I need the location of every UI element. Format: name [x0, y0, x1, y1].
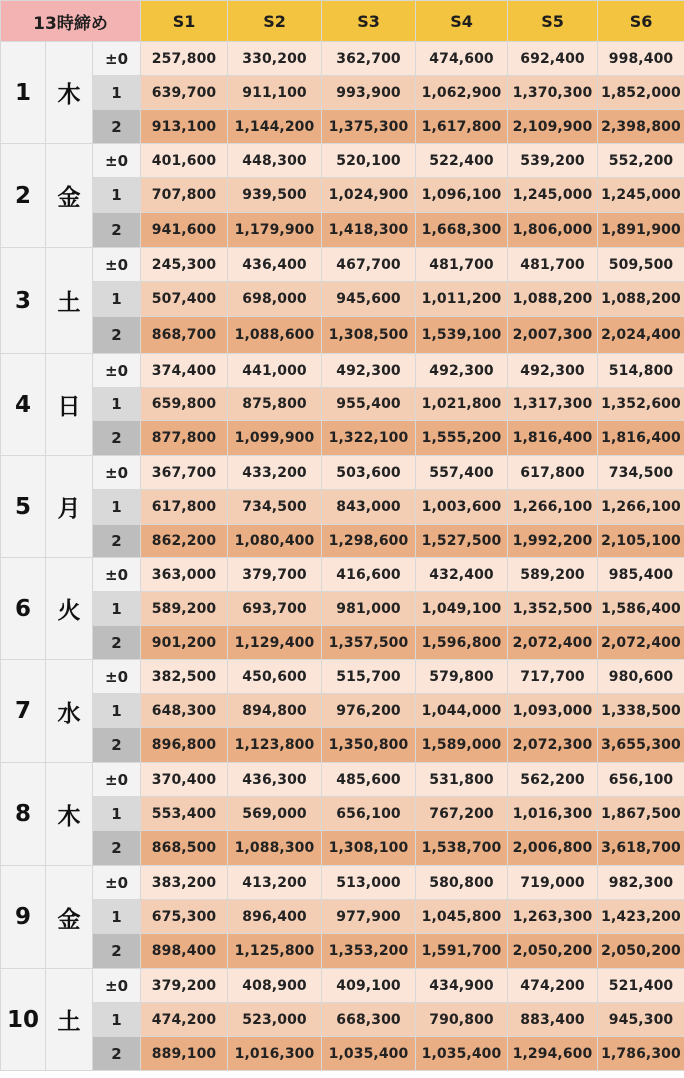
price-cell: 1,245,000	[598, 178, 684, 213]
price-cell: 474,600	[416, 42, 508, 76]
price-cell: 1,024,900	[322, 178, 416, 213]
price-cell: 2,109,900	[508, 110, 598, 144]
price-cell: 492,300	[508, 354, 598, 388]
price-cell: 734,500	[228, 490, 322, 525]
level-label: 1	[93, 76, 141, 110]
price-cell: 1,088,200	[508, 282, 598, 317]
price-cell: 523,000	[228, 1003, 322, 1037]
table-body	[1, 42, 684, 1071]
price-cell: 1,123,800	[228, 728, 322, 763]
price-cell: 408,900	[228, 969, 322, 1003]
level-label: ±0	[93, 763, 141, 797]
table-row	[1, 282, 684, 317]
price-cell: 514,800	[598, 354, 684, 388]
price-cell: 955,400	[322, 388, 416, 421]
price-cell: 889,100	[141, 1037, 228, 1071]
price-cell: 1,867,500	[598, 797, 684, 831]
price-cell: 257,800	[141, 42, 228, 76]
price-cell: 1,266,100	[598, 490, 684, 525]
price-cell: 539,200	[508, 144, 598, 178]
column-header: S1	[141, 1, 228, 42]
price-cell: 562,200	[508, 763, 598, 797]
price-cell: 1,338,500	[598, 694, 684, 728]
level-label: ±0	[93, 354, 141, 388]
price-cell: 656,100	[322, 797, 416, 831]
price-cell: 531,800	[416, 763, 508, 797]
price-cell: 522,400	[416, 144, 508, 178]
price-cell: 1,617,800	[416, 110, 508, 144]
price-cell: 980,600	[598, 660, 684, 694]
price-cell: 507,400	[141, 282, 228, 317]
price-cell: 707,800	[141, 178, 228, 213]
table-row	[1, 797, 684, 831]
price-cell: 515,700	[322, 660, 416, 694]
price-cell: 659,800	[141, 388, 228, 421]
price-cell: 1,093,000	[508, 694, 598, 728]
level-label: 1	[93, 797, 141, 831]
price-cell: 898,400	[141, 934, 228, 969]
price-cell: 2,398,800	[598, 110, 684, 144]
price-cell: 1,021,800	[416, 388, 508, 421]
price-cell: 1,144,200	[228, 110, 322, 144]
price-cell: 1,129,400	[228, 626, 322, 660]
price-cell: 434,900	[416, 969, 508, 1003]
price-cell: 913,100	[141, 110, 228, 144]
weekday: 火	[46, 558, 93, 660]
price-cell: 1,352,500	[508, 592, 598, 626]
price-cell: 976,200	[322, 694, 416, 728]
price-cell: 569,000	[228, 797, 322, 831]
price-cell: 3,618,700	[598, 831, 684, 866]
price-cell: 1,596,800	[416, 626, 508, 660]
price-cell: 1,298,600	[322, 525, 416, 558]
price-cell: 985,400	[598, 558, 684, 592]
price-cell: 639,700	[141, 76, 228, 110]
price-cell: 1,852,000	[598, 76, 684, 110]
weekday: 日	[46, 354, 93, 456]
price-cell: 901,200	[141, 626, 228, 660]
table-row	[1, 934, 684, 969]
day-number: 5	[1, 456, 46, 558]
price-cell: 1,668,300	[416, 213, 508, 248]
price-cell: 1,308,500	[322, 317, 416, 354]
price-cell: 1,245,000	[508, 178, 598, 213]
price-cell: 717,700	[508, 660, 598, 694]
table-row	[1, 728, 684, 763]
price-cell: 2,024,400	[598, 317, 684, 354]
level-label: 2	[93, 213, 141, 248]
day-number: 7	[1, 660, 46, 763]
table-row	[1, 144, 684, 178]
level-label: 2	[93, 626, 141, 660]
price-cell: 1,294,600	[508, 1037, 598, 1071]
price-cell: 693,700	[228, 592, 322, 626]
price-cell: 2,006,800	[508, 831, 598, 866]
table-row	[1, 213, 684, 248]
level-label: 1	[93, 592, 141, 626]
price-cell: 648,300	[141, 694, 228, 728]
price-cell: 441,000	[228, 354, 322, 388]
level-label: ±0	[93, 248, 141, 282]
price-cell: 894,800	[228, 694, 322, 728]
table-row	[1, 456, 684, 490]
price-cell: 1,322,100	[322, 421, 416, 456]
price-cell: 1,816,400	[598, 421, 684, 456]
table-row	[1, 1037, 684, 1071]
table-row	[1, 490, 684, 525]
level-label: ±0	[93, 660, 141, 694]
price-cell: 589,200	[141, 592, 228, 626]
header-row	[1, 1, 684, 42]
table-row	[1, 354, 684, 388]
price-cell: 719,000	[508, 866, 598, 900]
price-cell: 1,816,400	[508, 421, 598, 456]
weekday: 木	[46, 763, 93, 866]
price-cell: 1,589,000	[416, 728, 508, 763]
price-cell: 675,300	[141, 900, 228, 934]
price-cell: 481,700	[508, 248, 598, 282]
price-cell: 698,000	[228, 282, 322, 317]
price-cell: 580,800	[416, 866, 508, 900]
price-cell: 433,200	[228, 456, 322, 490]
day-number: 2	[1, 144, 46, 248]
price-cell: 367,700	[141, 456, 228, 490]
price-cell: 993,900	[322, 76, 416, 110]
table-row	[1, 76, 684, 110]
price-cell: 1,088,300	[228, 831, 322, 866]
level-label: ±0	[93, 866, 141, 900]
price-cell: 557,400	[416, 456, 508, 490]
price-cell: 945,300	[598, 1003, 684, 1037]
price-cell: 370,400	[141, 763, 228, 797]
column-header: S2	[228, 1, 322, 42]
table-row	[1, 248, 684, 282]
price-cell: 382,500	[141, 660, 228, 694]
price-cell: 374,400	[141, 354, 228, 388]
price-cell: 509,500	[598, 248, 684, 282]
price-cell: 1,179,900	[228, 213, 322, 248]
price-cell: 1,011,200	[416, 282, 508, 317]
day-number: 1	[1, 42, 46, 144]
price-cell: 1,308,100	[322, 831, 416, 866]
price-cell: 1,423,200	[598, 900, 684, 934]
table-row	[1, 694, 684, 728]
price-cell: 474,200	[141, 1003, 228, 1037]
column-header: S4	[416, 1, 508, 42]
price-cell: 520,100	[322, 144, 416, 178]
table-row	[1, 558, 684, 592]
price-cell: 2,072,400	[598, 626, 684, 660]
price-cell: 1,891,900	[598, 213, 684, 248]
level-label: 2	[93, 110, 141, 144]
price-cell: 941,600	[141, 213, 228, 248]
price-cell: 1,353,200	[322, 934, 416, 969]
price-cell: 2,050,200	[598, 934, 684, 969]
weekday: 土	[46, 969, 93, 1071]
price-cell: 1,035,400	[416, 1037, 508, 1071]
price-cell: 767,200	[416, 797, 508, 831]
price-cell: 862,200	[141, 525, 228, 558]
table-row	[1, 592, 684, 626]
level-label: 1	[93, 694, 141, 728]
price-cell: 883,400	[508, 1003, 598, 1037]
price-cell: 1,786,300	[598, 1037, 684, 1071]
price-cell: 1,088,600	[228, 317, 322, 354]
price-cell: 2,072,400	[508, 626, 598, 660]
price-cell: 552,200	[598, 144, 684, 178]
price-cell: 1,370,300	[508, 76, 598, 110]
weekday: 木	[46, 42, 93, 144]
price-cell: 409,100	[322, 969, 416, 1003]
price-cell: 896,800	[141, 728, 228, 763]
price-cell: 734,500	[598, 456, 684, 490]
table-row	[1, 900, 684, 934]
price-cell: 1,088,200	[598, 282, 684, 317]
level-label: 2	[93, 728, 141, 763]
price-cell: 1,049,100	[416, 592, 508, 626]
price-cell: 843,000	[322, 490, 416, 525]
price-cell: 1,016,300	[228, 1037, 322, 1071]
price-cell: 875,800	[228, 388, 322, 421]
price-cell: 474,200	[508, 969, 598, 1003]
price-cell: 790,800	[416, 1003, 508, 1037]
price-cell: 436,400	[228, 248, 322, 282]
weekday: 金	[46, 866, 93, 969]
price-cell: 450,600	[228, 660, 322, 694]
price-cell: 868,700	[141, 317, 228, 354]
table-row	[1, 969, 684, 1003]
price-cell: 448,300	[228, 144, 322, 178]
price-cell: 896,400	[228, 900, 322, 934]
price-cell: 363,000	[141, 558, 228, 592]
price-cell: 1,003,600	[416, 490, 508, 525]
table-row	[1, 421, 684, 456]
price-cell: 939,500	[228, 178, 322, 213]
price-cell: 1,266,100	[508, 490, 598, 525]
price-cell: 432,400	[416, 558, 508, 592]
price-cell: 981,000	[322, 592, 416, 626]
price-cell: 1,591,700	[416, 934, 508, 969]
price-cell: 503,600	[322, 456, 416, 490]
table-row	[1, 626, 684, 660]
price-cell: 877,800	[141, 421, 228, 456]
price-cell: 1,418,300	[322, 213, 416, 248]
price-cell: 1,357,500	[322, 626, 416, 660]
price-cell: 656,100	[598, 763, 684, 797]
level-label: 2	[93, 525, 141, 558]
price-cell: 2,105,100	[598, 525, 684, 558]
day-number: 6	[1, 558, 46, 660]
price-cell: 330,200	[228, 42, 322, 76]
table-row	[1, 178, 684, 213]
table-row	[1, 110, 684, 144]
price-cell: 692,400	[508, 42, 598, 76]
price-cell: 383,200	[141, 866, 228, 900]
price-cell: 1,806,000	[508, 213, 598, 248]
table-row	[1, 660, 684, 694]
price-cell: 1,992,200	[508, 525, 598, 558]
price-cell: 1,125,800	[228, 934, 322, 969]
price-cell: 617,800	[508, 456, 598, 490]
table-row	[1, 763, 684, 797]
price-cell: 998,400	[598, 42, 684, 76]
price-cell: 1,035,400	[322, 1037, 416, 1071]
price-cell: 945,600	[322, 282, 416, 317]
table-row	[1, 317, 684, 354]
column-header: S3	[322, 1, 416, 42]
price-cell: 1,096,100	[416, 178, 508, 213]
price-cell: 3,655,300	[598, 728, 684, 763]
column-header: S6	[598, 1, 684, 42]
price-cell: 617,800	[141, 490, 228, 525]
day-number: 9	[1, 866, 46, 969]
price-cell: 1,586,400	[598, 592, 684, 626]
weekday: 水	[46, 660, 93, 763]
price-cell: 589,200	[508, 558, 598, 592]
price-cell: 1,539,100	[416, 317, 508, 354]
table-row	[1, 831, 684, 866]
table-row	[1, 525, 684, 558]
price-cell: 492,300	[322, 354, 416, 388]
price-cell: 416,600	[322, 558, 416, 592]
price-cell: 1,045,800	[416, 900, 508, 934]
level-label: 1	[93, 282, 141, 317]
day-number: 3	[1, 248, 46, 354]
level-label: ±0	[93, 144, 141, 178]
price-cell: 868,500	[141, 831, 228, 866]
weekday: 金	[46, 144, 93, 248]
price-cell: 1,527,500	[416, 525, 508, 558]
price-cell: 413,200	[228, 866, 322, 900]
weekday: 土	[46, 248, 93, 354]
table-row	[1, 866, 684, 900]
price-cell: 2,050,200	[508, 934, 598, 969]
price-cell: 579,800	[416, 660, 508, 694]
level-label: 2	[93, 1037, 141, 1071]
price-cell: 1,555,200	[416, 421, 508, 456]
level-label: 2	[93, 934, 141, 969]
price-cell: 485,600	[322, 763, 416, 797]
price-cell: 436,300	[228, 763, 322, 797]
level-label: 1	[93, 900, 141, 934]
level-label: 1	[93, 388, 141, 421]
price-cell: 379,200	[141, 969, 228, 1003]
day-number: 4	[1, 354, 46, 456]
column-header: S5	[508, 1, 598, 42]
table-row	[1, 388, 684, 421]
level-label: 1	[93, 178, 141, 213]
price-cell: 977,900	[322, 900, 416, 934]
price-cell: 245,300	[141, 248, 228, 282]
weekday: 月	[46, 456, 93, 558]
table-row	[1, 1003, 684, 1037]
level-label: 2	[93, 831, 141, 866]
level-label: ±0	[93, 558, 141, 592]
price-cell: 1,263,300	[508, 900, 598, 934]
price-cell: 911,100	[228, 76, 322, 110]
day-number: 8	[1, 763, 46, 866]
level-label: ±0	[93, 456, 141, 490]
price-cell: 1,350,800	[322, 728, 416, 763]
price-cell: 1,317,300	[508, 388, 598, 421]
price-cell: 521,400	[598, 969, 684, 1003]
price-cell: 1,538,700	[416, 831, 508, 866]
level-label: 2	[93, 317, 141, 354]
price-cell: 401,600	[141, 144, 228, 178]
price-cell: 2,072,300	[508, 728, 598, 763]
level-label: ±0	[93, 42, 141, 76]
price-cell: 492,300	[416, 354, 508, 388]
price-cell: 553,400	[141, 797, 228, 831]
price-cell: 982,300	[598, 866, 684, 900]
deadline-label: 13時締め	[1, 1, 141, 42]
price-cell: 1,016,300	[508, 797, 598, 831]
level-label: 1	[93, 490, 141, 525]
price-cell: 1,062,900	[416, 76, 508, 110]
price-cell: 2,007,300	[508, 317, 598, 354]
price-cell: 1,375,300	[322, 110, 416, 144]
price-cell: 379,700	[228, 558, 322, 592]
price-cell: 1,044,000	[416, 694, 508, 728]
price-cell: 481,700	[416, 248, 508, 282]
price-cell: 362,700	[322, 42, 416, 76]
table-row	[1, 42, 684, 76]
price-cell: 467,700	[322, 248, 416, 282]
day-number: 10	[1, 969, 46, 1071]
price-cell: 1,080,400	[228, 525, 322, 558]
price-cell: 1,352,600	[598, 388, 684, 421]
level-label: 2	[93, 421, 141, 456]
level-label: 1	[93, 1003, 141, 1037]
level-label: ±0	[93, 969, 141, 1003]
price-cell: 1,099,900	[228, 421, 322, 456]
price-cell: 668,300	[322, 1003, 416, 1037]
price-cell: 513,000	[322, 866, 416, 900]
